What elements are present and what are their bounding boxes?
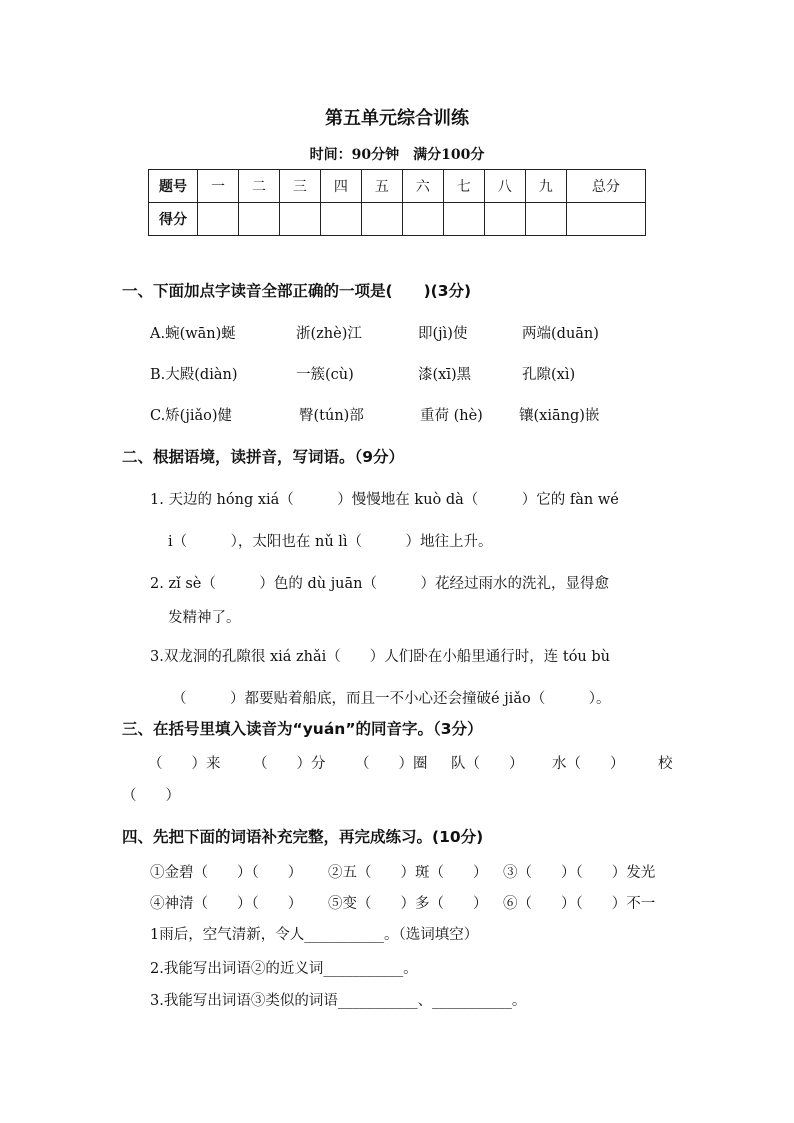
q2-line-5: 3.双龙洞的孔隙很 xiá zhǎi（ ）人们卧在小船里通行时，连 tóu bù xyxy=(150,649,611,665)
score-cell[interactable] xyxy=(361,203,402,236)
q4-sub-3: 3.我能写出词语③类似的词语___________、___________。 xyxy=(150,993,527,1009)
q1-option-a-1: A.蜿(wān)蜒 xyxy=(150,326,236,342)
q2-line-2: i（ ），太阳也在 nǔ lì（ ）地往上升。 xyxy=(168,534,493,550)
score-cell[interactable] xyxy=(443,203,484,236)
score-cell[interactable] xyxy=(279,203,320,236)
score-table-header-row xyxy=(149,170,646,203)
q2-line-1: 1. 天边的 hóng xiá（ ）慢慢地在 kuò dà（ ）它的 fàn wé xyxy=(150,492,619,508)
q4-row1-item-2: ②五（ ）斑（ ） xyxy=(328,865,488,881)
score-cell[interactable] xyxy=(320,203,361,236)
score-cell[interactable] xyxy=(238,203,279,236)
q3-item-5: 水（ ） xyxy=(552,756,625,772)
score-cell[interactable] xyxy=(566,203,645,236)
q3-tail: （ ） xyxy=(122,788,180,804)
q3-heading: 三、在括号里填入读音为“yuán”的同音字。（3分） xyxy=(122,720,483,738)
q4-row2-item-2: ⑤变（ ）多（ ） xyxy=(328,896,488,912)
q1-option-c-1: C.矫(jiǎo)健 xyxy=(150,408,233,424)
q1-option-b-3: 漆(xī)黑 xyxy=(418,367,472,383)
q1-option-a-2: 浙(zhè)江 xyxy=(296,326,362,342)
score-cell[interactable] xyxy=(402,203,443,236)
q2-line-4: 发精神了。 xyxy=(168,610,241,626)
score-table-row-label: 题号 xyxy=(149,170,198,203)
score-table xyxy=(148,169,646,236)
page-title: 第五单元综合训练 xyxy=(325,108,469,129)
score-cell[interactable] xyxy=(525,203,566,236)
q1-option-a-4: 两端(duān) xyxy=(522,326,599,342)
q4-row1-item-3: ③（ ）（ ）发光 xyxy=(503,865,656,881)
score-col-5: 五 xyxy=(361,170,402,203)
score-col-4: 四 xyxy=(320,170,361,203)
score-col-8: 八 xyxy=(484,170,525,203)
q1-option-c-2: 臀(tún)部 xyxy=(299,408,364,424)
q3-item-6: 校 xyxy=(658,756,673,772)
q2-heading: 二、根据语境，读拼音，写词语。（9分） xyxy=(122,448,405,466)
score-cell[interactable] xyxy=(484,203,525,236)
score-col-3: 三 xyxy=(279,170,320,203)
q4-row2-item-3: ⑥（ ）（ ）不一 xyxy=(503,896,656,912)
q1-option-c-3: 重荷 (hè) xyxy=(420,408,483,424)
score-cell[interactable] xyxy=(198,203,239,236)
q1-option-a-3: 即(jì)使 xyxy=(418,326,468,342)
q3-item-1: （ ）来 xyxy=(148,756,221,772)
page-subtitle: 时间：90分钟 满分100分 xyxy=(309,147,485,163)
score-col-total: 总分 xyxy=(566,170,645,203)
score-table-score-row xyxy=(149,203,646,236)
q4-heading: 四、先把下面的词语补充完整，再完成练习。(10分) xyxy=(122,828,484,846)
score-row-label: 得分 xyxy=(149,203,198,236)
score-col-2: 二 xyxy=(238,170,279,203)
q1-option-b-1: B.大殿(diàn) xyxy=(150,367,238,383)
q4-row2-item-1: ④神清（ ）（ ） xyxy=(150,896,303,912)
q3-item-2: （ ）分 xyxy=(253,756,326,772)
q2-line-3: 2. zǐ sè（ ）色的 dù juān（ ）花经过雨水的洗礼，显得愈 xyxy=(150,576,610,592)
q1-heading: 一、下面加点字读音全部正确的一项是( )(3分) xyxy=(122,282,472,300)
q4-sub-2: 2.我能写出词语②的近义词___________。 xyxy=(150,961,418,977)
score-col-7: 七 xyxy=(443,170,484,203)
q1-option-b-4: 孔隙(xì) xyxy=(522,367,576,383)
score-col-9: 九 xyxy=(525,170,566,203)
q3-item-3: （ ）圈 xyxy=(355,756,428,772)
score-col-1: 一 xyxy=(198,170,239,203)
q1-option-b-2: 一簇(cù) xyxy=(296,367,354,383)
q2-line-6: （ ）都要贴着船底，而且一不小心还会撞破é jiǎo（ ）。 xyxy=(172,691,611,707)
q3-item-4: 队（ ） xyxy=(451,756,524,772)
q4-sub-1: 1雨后，空气清新，令人___________。（选词填空） xyxy=(150,927,479,943)
score-col-6: 六 xyxy=(402,170,443,203)
q4-row1-item-1: ①金碧（ ）（ ） xyxy=(150,865,303,881)
q1-option-c-4: 镶(xiāng)嵌 xyxy=(519,408,600,424)
